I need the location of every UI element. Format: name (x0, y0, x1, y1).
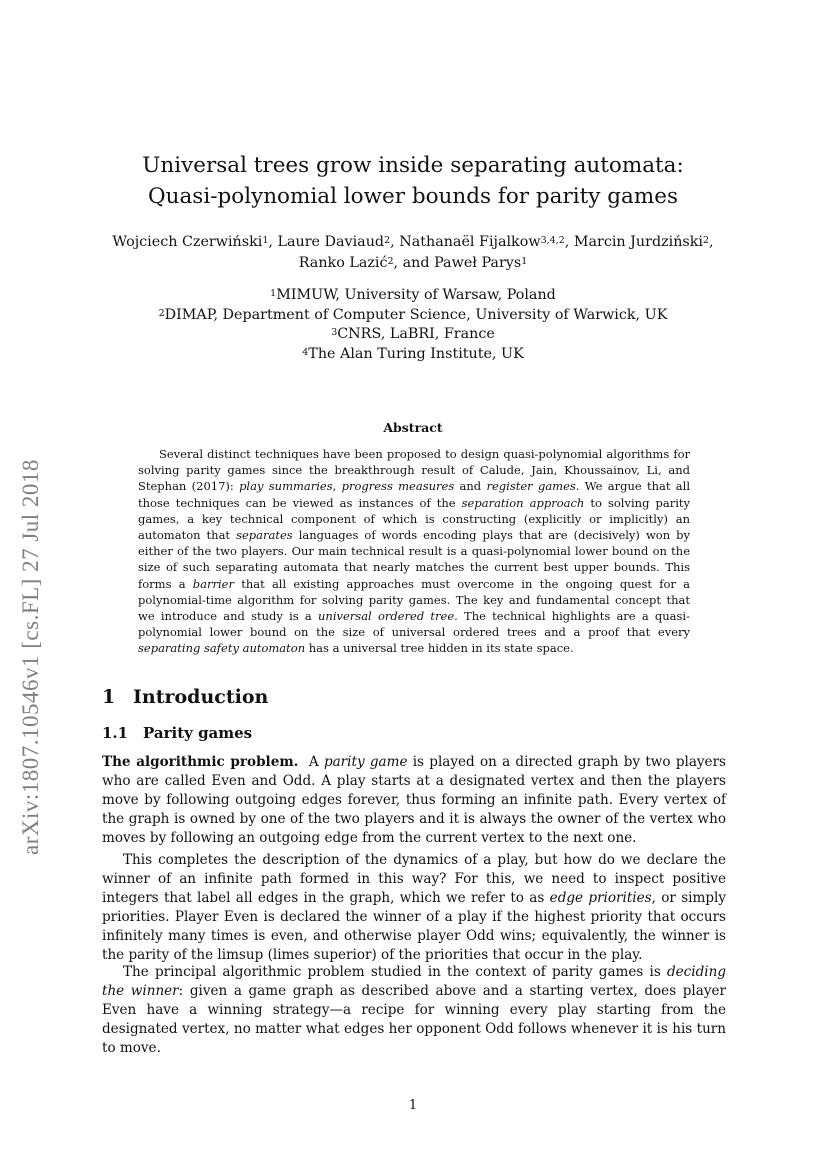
author-name: Marcin Jurdziński (573, 234, 703, 250)
author-affiliation-mark: 3,4,2 (540, 235, 565, 246)
section-heading (102, 686, 268, 708)
author-affiliation-mark: 1 (521, 256, 528, 267)
affiliation: $^4$The Alan Turing Institute, UK (302, 345, 524, 362)
author-name: Nathanaël Fijalkow (399, 234, 541, 250)
paragraph: The algorithmic problem. A parity game is played on a directed graph by two players who are called Even and Odd. A play starts at a designated vertex and then the players move by following outgoing edges forever, thus forming an infinite path. Every vertex of the graph is owned by one of the two players and it is always the owner of the vertex who moves by following an outgoing edge from the current vertex to the next one. (102, 754, 726, 846)
author-line-1: Wojciech Czerwiński$^1$, Laure Daviaud$^2$, Nathanaël Fijalkow$^{3,4,2}$, Marcin Jurdziński$^2$, (112, 234, 714, 250)
author-name: Wojciech Czerwiński (112, 234, 263, 250)
author-name: Ranko Lazić (298, 255, 388, 271)
author-affiliation-mark: 1 (262, 235, 269, 246)
subsection-number: 1.1 (102, 724, 129, 742)
author-affiliation-mark: 2 (384, 235, 391, 246)
author-affiliation-mark: 2 (702, 235, 710, 246)
paragraph: This completes the description of the dynamics of a play, but how do we declare the winner of an infinite path formed in this way? For this, we need to inspect positive integers that label all edges in the graph, which we refer to as edge priorities, or simply priorities. Player Even is declared the winner of a play if the highest priority that occurs infinitely many times is even, and otherwise player Odd wins; equivalently, the winner is the parity of the limsup (limes superior) of the priorities that occur in the play. (102, 852, 727, 963)
title-line-2: Quasi-polynomial lower bounds for parity games (148, 184, 678, 209)
affiliation: $^1$MIMUW, University of Warsaw, Poland (270, 287, 556, 303)
affiliation-list (0, 286, 826, 364)
page-number: 1 (408, 1098, 418, 1113)
author-line-2: Ranko Lazić$^2$, and Paweł Parys$^1$ (298, 255, 528, 271)
section-number: 1 (102, 686, 116, 708)
abstract-heading: Abstract (383, 420, 443, 435)
section-title: Introduction (133, 686, 269, 708)
affiliation: $^3$CNRS, LaBRI, France (331, 326, 495, 342)
subsection-heading (102, 724, 252, 742)
author-affiliation-mark: 2 (387, 256, 394, 267)
subsection-title: Parity games (143, 724, 253, 742)
title-line-1: Universal trees grow inside separating automata: (142, 153, 684, 178)
paragraph: The principal algorithmic problem studied in the context of parity games is deciding the winner: given a game graph as described above and a starting vertex, does player Even have a winning strategy—a recipe for winning every play starting from the designated vertex, no matter what edges her opponent Odd follows whenever it is his turn to move. (102, 964, 726, 1056)
arxiv-identifier: arXiv:1807.10546v1 [cs.FL] 27 Jul 2018 (18, 459, 43, 855)
abstract-body: Several distinct techniques have been proposed to design quasi-polynomial algorithms for solving parity games since the breakthrough result of Calude, Jain, Khoussainov, Li, and Stephan (2017): play summaries, progress measures and register games. We argue that all those techniques can be viewed as instances of the separation approach to solving parity games, a key technical component of which is constructing (explicitly or implicitly) an automaton that separates languages of words encoding plays that are (decisively) won by either of the two players. Our main technical result is a quasi-polynomial lower bound on the size of such separating automata that nearly matches the current best upper bounds. This forms a barrier that all existing approaches must overcome in the ongoing quest for a polynomial-time algorithm for solving parity games. The key and fundamental concept that we introduce and study is a universal ordered tree. The technical highlights are a quasi-polynomial lower bound on the size of universal ordered trees and a proof that every separating safety automaton has a universal tree hidden in its state space. (138, 447, 691, 656)
paper-title (0, 150, 826, 212)
author-list (0, 232, 826, 274)
affiliation: $^2$DIMAP, Department of Computer Science, University of Warwick, UK (158, 306, 668, 323)
author-name: Laure Daviaud (277, 234, 385, 250)
paragraph-lead: The algorithmic problem. (102, 754, 299, 770)
author-name: Paweł Parys (434, 255, 522, 271)
